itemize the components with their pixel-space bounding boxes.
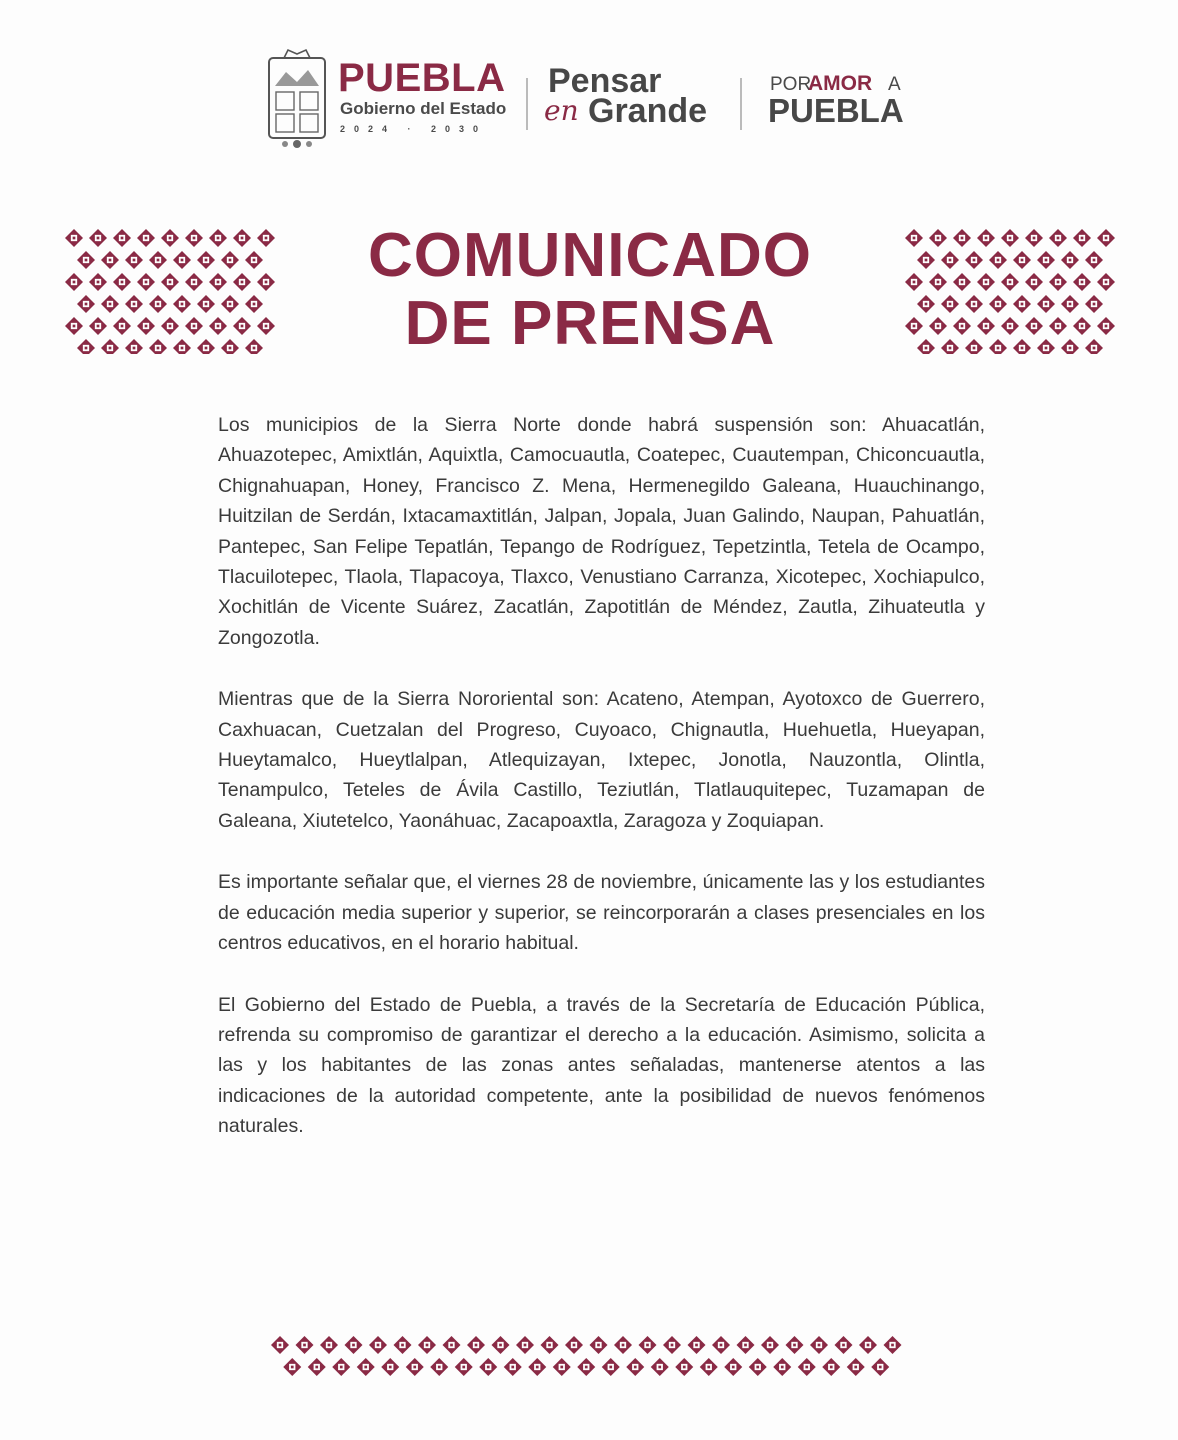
ornament-tile <box>101 295 119 313</box>
amor-word: AMOR <box>808 72 873 95</box>
ornament-tile <box>257 229 275 247</box>
header <box>262 42 922 154</box>
brand-subtitle: Gobierno del Estado <box>340 99 507 118</box>
ornament-tile <box>626 1358 644 1376</box>
ornament-tile <box>989 295 1007 313</box>
ornament-tile <box>541 1336 559 1354</box>
ornament-tile <box>113 273 131 291</box>
ornament-tile <box>905 273 923 291</box>
ornament-tile <box>1013 251 1031 269</box>
ornament-tile <box>1001 273 1019 291</box>
ornament-tile <box>455 1358 473 1376</box>
header-divider <box>740 78 742 130</box>
ornament-tile <box>65 229 83 247</box>
ornament-tile <box>173 251 191 269</box>
slogan-bottom: Grande <box>588 92 708 130</box>
ornament-tile <box>221 295 239 313</box>
ornament-tile <box>516 1336 534 1354</box>
ornament-tile <box>1049 229 1067 247</box>
ornament-tile <box>700 1358 718 1376</box>
ornament-tile <box>221 251 239 269</box>
ornament-tile <box>209 317 227 335</box>
ornament-tile <box>798 1358 816 1376</box>
ornament-tile <box>953 317 971 335</box>
ornament-tile <box>1097 317 1115 335</box>
ornament-tile <box>221 339 239 354</box>
ornament-tile <box>822 1358 840 1376</box>
title-line-1: COMUNICADO <box>368 221 812 290</box>
ornament-pattern-right <box>904 228 1116 354</box>
ornament-tile <box>1013 339 1031 354</box>
ornament-tile <box>917 339 935 354</box>
ornament-tile <box>565 1336 583 1354</box>
ornament-tile <box>479 1358 497 1376</box>
ornament-tile <box>430 1358 448 1376</box>
ornament-tile <box>712 1336 730 1354</box>
brand-name: PUEBLA <box>338 56 506 100</box>
ornament-tile <box>357 1358 375 1376</box>
ornament-tile <box>614 1336 632 1354</box>
ornament-tile <box>101 339 119 354</box>
ornament-tile <box>296 1336 314 1354</box>
ornament-tile <box>89 229 107 247</box>
ornament-tile <box>443 1336 461 1354</box>
ornament-tile <box>737 1336 755 1354</box>
ornament-tile <box>1061 295 1079 313</box>
ornament-tile <box>233 317 251 335</box>
ornament-tile <box>773 1358 791 1376</box>
ornament-tile <box>929 273 947 291</box>
ornament-tile <box>1025 229 1043 247</box>
ornament-tile <box>1085 339 1103 354</box>
ornament-tile <box>1097 229 1115 247</box>
coat-of-arms-icon <box>266 46 328 152</box>
ornament-tile <box>308 1358 326 1376</box>
ornament-tile <box>965 295 983 313</box>
ornament-tile <box>989 339 1007 354</box>
ornament-tile <box>209 229 227 247</box>
ornament-tile <box>590 1336 608 1354</box>
ornament-tile <box>185 317 203 335</box>
ornament-tile <box>197 251 215 269</box>
ornament-tile <box>528 1358 546 1376</box>
ornament-tile <box>953 273 971 291</box>
paragraph: Es importante señalar que, el viernes 28 de noviembre, únicamente las y los estudiantes de educación media superior y superior, se reincorporarán a clases presenciales en los centros educativos, en el horario habitual. <box>218 871 985 955</box>
ornament-tile <box>233 273 251 291</box>
ornament-tile <box>1025 273 1043 291</box>
amor-a: A <box>888 74 901 95</box>
ornament-tile <box>113 317 131 335</box>
ornament-tile <box>941 339 959 354</box>
ornament-tile <box>77 339 95 354</box>
ornament-tile <box>977 317 995 335</box>
ornament-tile <box>173 295 191 313</box>
ornament-tile <box>884 1336 902 1354</box>
ornament-tile <box>1037 251 1055 269</box>
ornament-tile <box>492 1336 510 1354</box>
ornament-tile <box>65 273 83 291</box>
slogan-top: Pensar <box>548 62 662 100</box>
ornament-tile <box>965 251 983 269</box>
ornament-tile <box>197 339 215 354</box>
ornament-tile <box>504 1358 522 1376</box>
ornament-tile <box>101 251 119 269</box>
ornament-tile <box>245 339 263 354</box>
ornament-tile <box>602 1358 620 1376</box>
ornament-tile <box>332 1358 350 1376</box>
ornament-tile <box>577 1358 595 1376</box>
ornament-tile <box>847 1358 865 1376</box>
page-title <box>300 222 880 358</box>
ornament-tile <box>381 1358 399 1376</box>
ornament-tile <box>245 295 263 313</box>
ornament-tile <box>149 251 167 269</box>
ornament-tile <box>1073 229 1091 247</box>
header-divider <box>526 78 528 130</box>
ornament-tile <box>929 317 947 335</box>
paragraph: Mientras que de la Sierra Nororiental son: Acateno, Atempan, Ayotoxco de Guerrero, Caxhuacan, Cuetzalan del Progreso, Cuyoaco, Chignautla, Huehuetla, Hueyapan, Hueytamalco, Hueytlalpan, Atlequizayan, Ixtepec, Jonotla, Nauzontla, Olintla, Tenampulco, Teteles de Ávila Castillo, Teziutlán, Tlatlauquitepec, Tuzamapan de Galeana, Xiutetelco, Yaonáhuac, Zacapoaxtla, Zaragoza y Zoquiapan. <box>218 688 985 832</box>
ornament-tile <box>271 1336 289 1354</box>
ornament-tile <box>1001 317 1019 335</box>
ornament-pattern-left <box>64 228 276 354</box>
press-release-body <box>218 410 985 1173</box>
ornament-tile <box>1085 251 1103 269</box>
ornament-tile <box>65 317 83 335</box>
ornament-tile <box>651 1358 669 1376</box>
ornament-tile <box>161 229 179 247</box>
ornament-tile <box>77 295 95 313</box>
ornament-tile <box>233 229 251 247</box>
ornament-tile <box>953 229 971 247</box>
ornament-tile <box>77 251 95 269</box>
title-line-2: DE PRENSA <box>404 289 776 358</box>
ornament-tile <box>1037 295 1055 313</box>
ornament-tile <box>320 1336 338 1354</box>
paragraph: Los municipios de la Sierra Norte donde habrá suspensión son: Ahuacatlán, Ahuazotepec, Amixtlán, Aquixtla, Camocuautla, Coatepec, Cuautempan, Chiconcuautla, Chignahuapan, Honey, Francisco Z. Mena, Hermenegildo Galeana, Huauchinango, Huitzilan de Serdán, Ixtacamaxtitlán, Jalpan, Jopala, Juan Galindo, Naupan, Pahuatlán, Pantepec, San Felipe Tepatlán, Tepango de Rodríguez, Tepetzintla, Tetela de Ocampo, Tlacuilotepec, Tlaola, Tlapacoya, Tlaxco, Venustiano Carranza, Xicotepec, Xochiapulco, Xochitlán de Vicente Suárez, Zacatlán, Zapotitlán de Méndez, Zautla, Zihuateutla y Zongozotla. <box>218 414 985 649</box>
ornament-tile <box>835 1336 853 1354</box>
ornament-tile <box>125 339 143 354</box>
ornament-tile <box>871 1358 889 1376</box>
ornament-tile <box>786 1336 804 1354</box>
ornament-tile <box>917 251 935 269</box>
ornament-tile <box>1097 273 1115 291</box>
ornament-tile <box>1013 295 1031 313</box>
slogan-en: en <box>544 94 579 127</box>
ornament-tile <box>941 251 959 269</box>
ornament-tile <box>89 273 107 291</box>
ornament-tile <box>89 317 107 335</box>
ornament-tile <box>125 295 143 313</box>
ornament-tile <box>1025 317 1043 335</box>
ornament-tile <box>394 1336 412 1354</box>
ornament-tile <box>1001 229 1019 247</box>
ornament-tile <box>553 1358 571 1376</box>
ornament-tile <box>749 1358 767 1376</box>
ornament-tile <box>977 273 995 291</box>
ornament-tile <box>905 229 923 247</box>
ornament-tile <box>989 251 1007 269</box>
ornament-tile <box>125 251 143 269</box>
ornament-tile <box>761 1336 779 1354</box>
ornament-tile <box>209 273 227 291</box>
brand-years: 2024 · 2030 <box>340 124 488 134</box>
ornament-tile <box>905 317 923 335</box>
ornament-tile <box>859 1336 877 1354</box>
ornament-tile <box>418 1336 436 1354</box>
ornament-tile <box>1061 339 1079 354</box>
ornament-tile <box>724 1358 742 1376</box>
ornament-tile <box>185 273 203 291</box>
ornament-tile <box>917 295 935 313</box>
ornament-tile <box>929 229 947 247</box>
ornament-tile <box>467 1336 485 1354</box>
ornament-tile <box>197 295 215 313</box>
paragraph: El Gobierno del Estado de Puebla, a través de la Secretaría de Educación Pública, refrenda su compromiso de garantizar el derecho a la educación. Asimismo, solicita a las y los habitantes de las zonas antes señaladas, mantenerse atentos a las indicaciones de la autoridad competente, ante la posibilidad de nuevos fenómenos naturales. <box>218 993 985 1138</box>
ornament-tile <box>663 1336 681 1354</box>
ornament-tile <box>406 1358 424 1376</box>
ornament-tile <box>639 1336 657 1354</box>
ornament-tile <box>161 317 179 335</box>
ornament-tile <box>965 339 983 354</box>
ornament-tile <box>161 273 179 291</box>
ornament-tile <box>369 1336 387 1354</box>
amor-puebla: PUEBLA <box>768 92 904 129</box>
ornament-tile <box>113 229 131 247</box>
ornament-tile <box>1073 317 1091 335</box>
ornament-tile <box>345 1336 363 1354</box>
ornament-tile <box>1037 339 1055 354</box>
ornament-tile <box>137 317 155 335</box>
ornament-tile <box>257 317 275 335</box>
ornament-tile <box>137 229 155 247</box>
ornament-tile <box>977 229 995 247</box>
ornament-tile <box>149 295 167 313</box>
ornament-tile <box>941 295 959 313</box>
ornament-tile <box>1061 251 1079 269</box>
ornament-tile <box>149 339 167 354</box>
ornament-tile <box>688 1336 706 1354</box>
ornament-tile <box>137 273 155 291</box>
ornament-tile <box>1049 317 1067 335</box>
ornament-tile <box>1049 273 1067 291</box>
ornament-tile <box>283 1358 301 1376</box>
ornament-tile <box>675 1358 693 1376</box>
ornament-tile <box>810 1336 828 1354</box>
amor-por: POR <box>770 74 812 95</box>
ornament-tile <box>185 229 203 247</box>
ornament-pattern-bottom <box>270 1334 910 1378</box>
ornament-tile <box>257 273 275 291</box>
ornament-tile <box>1085 295 1103 313</box>
ornament-tile <box>173 339 191 354</box>
ornament-tile <box>1073 273 1091 291</box>
ornament-tile <box>245 251 263 269</box>
